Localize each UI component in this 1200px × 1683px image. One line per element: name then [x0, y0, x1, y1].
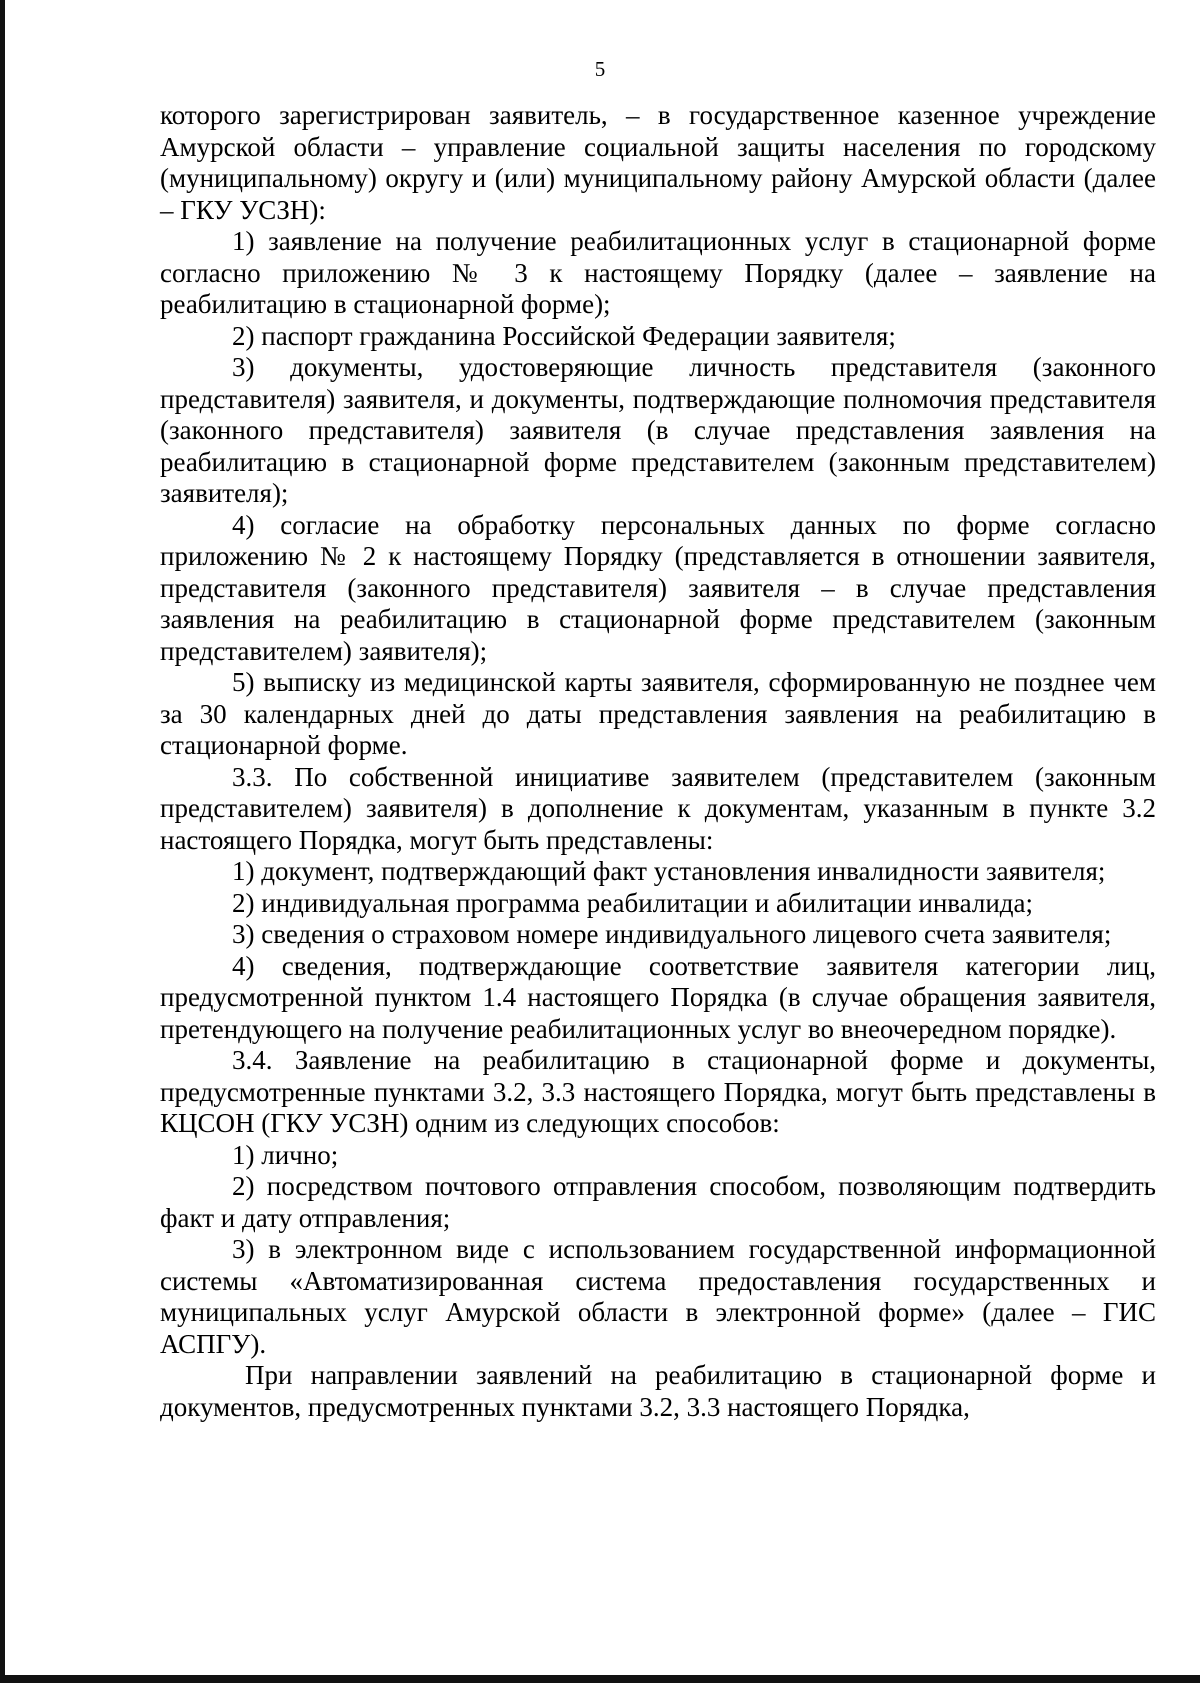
page-left-edge: [0, 0, 5, 1683]
list-item-in-person: 1) лично;: [232, 1139, 339, 1170]
clause-3-4: 3.4. Заявление на реабилитацию в стационарной форме и документы, предусмотренные пунктами 3.2, 3.3 настоящего Порядка, могут быть представлены в КЦСОН (ГКУ УСЗН) одним из следующих способов:: [160, 1045, 1156, 1138]
list-item-category-confirmation: 4) сведения, подтверждающие соответствие заявителя категории лиц, предусмотренной пунктом 1.4 настоящего Порядка (в случае обращения заявителя, претендующего на получение реабилитационных услуг во внеочередном порядке).: [160, 950, 1156, 1044]
list-item-data-consent: 4) согласие на обработку персональных данных по форме согласно приложению № 2 к настоящему Порядку (представляется в отношении заявителя, представителя (законного представителя) заявителя – в случае представления заявления на реабилитацию в стационарной форме представителем (законным представителем) заявителя);: [160, 509, 1156, 666]
paragraph-continuation: которого зарегистрирован заявитель, – в государственное казенное учреждение Амурской области – управление социальной защиты населения по городскому (муниципальному) округу и (или) муниципальному району Амурской области (далее – ГКУ УСЗН):: [160, 100, 1156, 225]
clause-3-3: 3.3. По собственной инициативе заявителем (представителем (законным представителем) заявителя) в дополнение к документам, указанным в пункте 3.2 настоящего Порядка, могут быть представлены:: [160, 761, 1156, 855]
list-item-by-post: 2) посредством почтового отправления способом, позволяющим подтвердить факт и дату отправления;: [160, 1171, 1156, 1233]
list-item-disability-document: 1) документ, подтверждающий факт установления инвалидности заявителя;: [232, 856, 1106, 886]
page-bottom-edge: [0, 1675, 1200, 1683]
list-item-insurance-number: 3) сведения о страховом номере индивидуального лицевого счета заявителя;: [232, 919, 1112, 949]
list-item-rehabilitation-program: 2) индивидуальная программа реабилитации и абилитации инвалида;: [232, 887, 1034, 918]
list-item-medical-extract: 5) выписку из медицинской карты заявителя, сформированную не позднее чем за 30 календарных дней до даты представления заявления на реабилитацию в стационарной форме.: [160, 667, 1156, 760]
list-item-application: 1) заявление на получение реабилитационных услуг в стационарной форме согласно приложению № 3 к настоящему Порядку (далее – заявление на реабилитацию в стационарной форме);: [160, 226, 1156, 319]
list-item-electronic: 3) в электронном виде с использованием государственной информационной системы «Автоматизированная система предоставления государственных и муниципальных услуг Амурской области в электронной форме» (далее – ГИС АСПГУ).: [160, 1234, 1156, 1359]
list-item-representative-documents: 3) документы, удостоверяющие личность представителя (законного представителя) заявителя, и документы, подтверждающие полномочия представителя (законного представителя) заявителя (в случае представления заявления на реабилитацию в стационарной форме представителем (законным представителем) заявителя);: [160, 352, 1156, 508]
document-body: [160, 100, 1156, 1423]
page-number: 5: [594, 57, 606, 81]
list-item-passport: 2) паспорт гражданина Российской Федерации заявителя;: [232, 320, 896, 351]
paragraph-electronic-submission: При направлении заявлений на реабилитацию в стационарной форме и документов, предусмотренных пунктами 3.2, 3.3 настоящего Порядка,: [160, 1360, 1156, 1422]
